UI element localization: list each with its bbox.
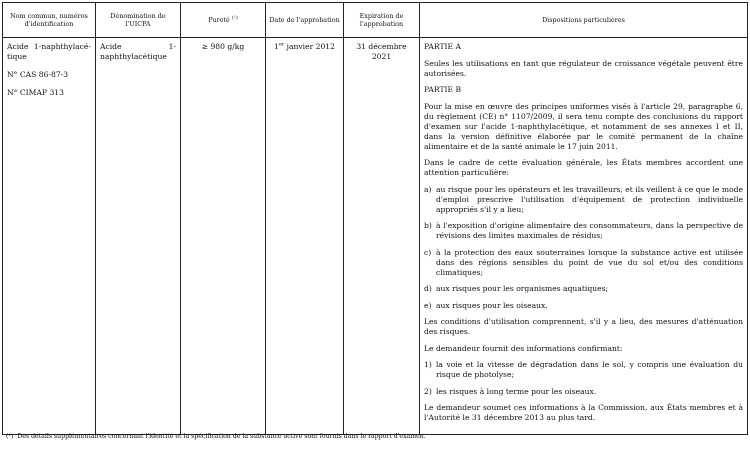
footnote: [6, 433, 746, 441]
header-purity-note: (¹): [231, 14, 238, 21]
list-item-label: b): [424, 221, 432, 230]
header-purity-text: Pureté: [208, 16, 230, 24]
list-item-text: les risques à long terme pour les oiseaux.: [436, 386, 597, 396]
list-item-text: à l'exposition d'origine alimentaire des consommateurs, dans la perspective de révisions des limites maximales de résidus;: [436, 221, 743, 240]
list-item: [424, 185, 743, 215]
purity-value: ≥ 980 g/kg: [201, 42, 245, 51]
expiry-date: 31 décembre 2021: [356, 42, 407, 61]
cimap-number: N° CIMAP 313: [7, 88, 64, 97]
cell-expiry-date: [344, 38, 420, 435]
cell-provisions: [420, 38, 748, 435]
conditions-text: Les conditions d'utilisation comprennent, s'il y a lieu, des mesures d'atténuation des risques.: [424, 317, 743, 336]
submission-text: Le demandeur soumet ces informations à la Commission, aux États membres et à l'Autorité le 31 décembre 2013 au plus tard.: [424, 403, 743, 422]
table-row: [3, 38, 748, 435]
cell-common-name: [3, 38, 96, 435]
header-iupac-name: Dénomination de l'UICPA: [96, 3, 181, 38]
approval-date-sup: er: [278, 41, 285, 48]
list-item-text: aux risques pour les oiseaux.: [436, 300, 548, 310]
footnote-text: Des détails supplémentaires concernant l'identité et la spécification de la substance active sont fournis dans le rapport d'examen.: [17, 433, 426, 440]
header-expiry-date: Expiration de l'approbation: [344, 3, 420, 38]
list-item-label: 1): [424, 360, 432, 369]
cell-iupac-name: [96, 38, 181, 435]
cas-number: N° CAS 86-87-3: [7, 70, 69, 79]
substance-table: [2, 2, 748, 435]
header-common-name: Nom commun, numéros d'identification: [3, 3, 96, 38]
footnote-mark: (¹): [6, 433, 14, 440]
header-approval-date: Date de l'approbation: [266, 3, 344, 38]
list-item: [424, 221, 743, 241]
list-item-text: aux risques pour les organismes aquatiques;: [436, 284, 609, 293]
part-b-title: PARTIE B: [424, 85, 462, 94]
table-header-row: [3, 3, 748, 38]
list-item: [424, 360, 743, 380]
confirm-intro: Le demandeur fournit des informations confirmant:: [424, 343, 623, 353]
list-item-label: c): [424, 247, 432, 257]
list-item: [424, 248, 743, 278]
list-item-label: a): [424, 184, 432, 194]
list-item-text: la voie et la vitesse de dégradation dans le sol, y compris une évaluation du risque de photolyse;: [436, 360, 743, 379]
list-item-label: d): [424, 284, 432, 293]
iupac-name: Acide 1-naphthylacétique: [100, 42, 176, 61]
header-purity: [181, 3, 266, 38]
list-item-text: à la protection des eaux souterraines lorsque la substance active est utilisée dans des régions sensibles du point de vue du sol et/ou des conditions climatiques;: [436, 247, 743, 277]
part-a-text: Seules les utilisations en tant que régulateur de croissance végétale peuvent être autorisées.: [424, 58, 743, 78]
header-provisions: Dispositions particulières: [420, 3, 748, 38]
attention-intro: Dans le cadre de cette évaluation générale, les États membres accordent une attention particulière:: [424, 158, 743, 177]
list-item: [424, 301, 743, 311]
part-b-intro: Pour la mise en œuvre des principes uniformes visés à l'article 29, paragraphe 6, du règlement (CE) n° 1107/2009, il sera tenu compte des conclusions du rapport d'examen sur l'acide 1-naphthylacétique, et notamment de ses annexes I et II, dans la version définitive élaborée par le comité permanent de la chaîne alimentaire et de la santé animale le 17 juin 2011.: [424, 101, 743, 151]
cell-purity: [181, 38, 266, 435]
list-item: [424, 387, 743, 397]
approval-date-day: 1: [274, 42, 279, 51]
list-item-text: au risque pour les opérateurs et les travailleurs, et ils veillent à ce que le mode d'emploi prescrive l'utilisation d'équipement de protection individuelle appropriés s'il y a lieu;: [436, 184, 743, 214]
cell-approval-date: [266, 38, 344, 435]
list-item-label: e): [424, 300, 432, 310]
part-a-title: PARTIE A: [424, 42, 461, 51]
approval-date-rest: janvier 2012: [284, 42, 335, 51]
list-item-label: 2): [424, 386, 432, 396]
common-name: Acide 1-naphthylacétique: [7, 42, 91, 61]
list-item: [424, 284, 743, 294]
